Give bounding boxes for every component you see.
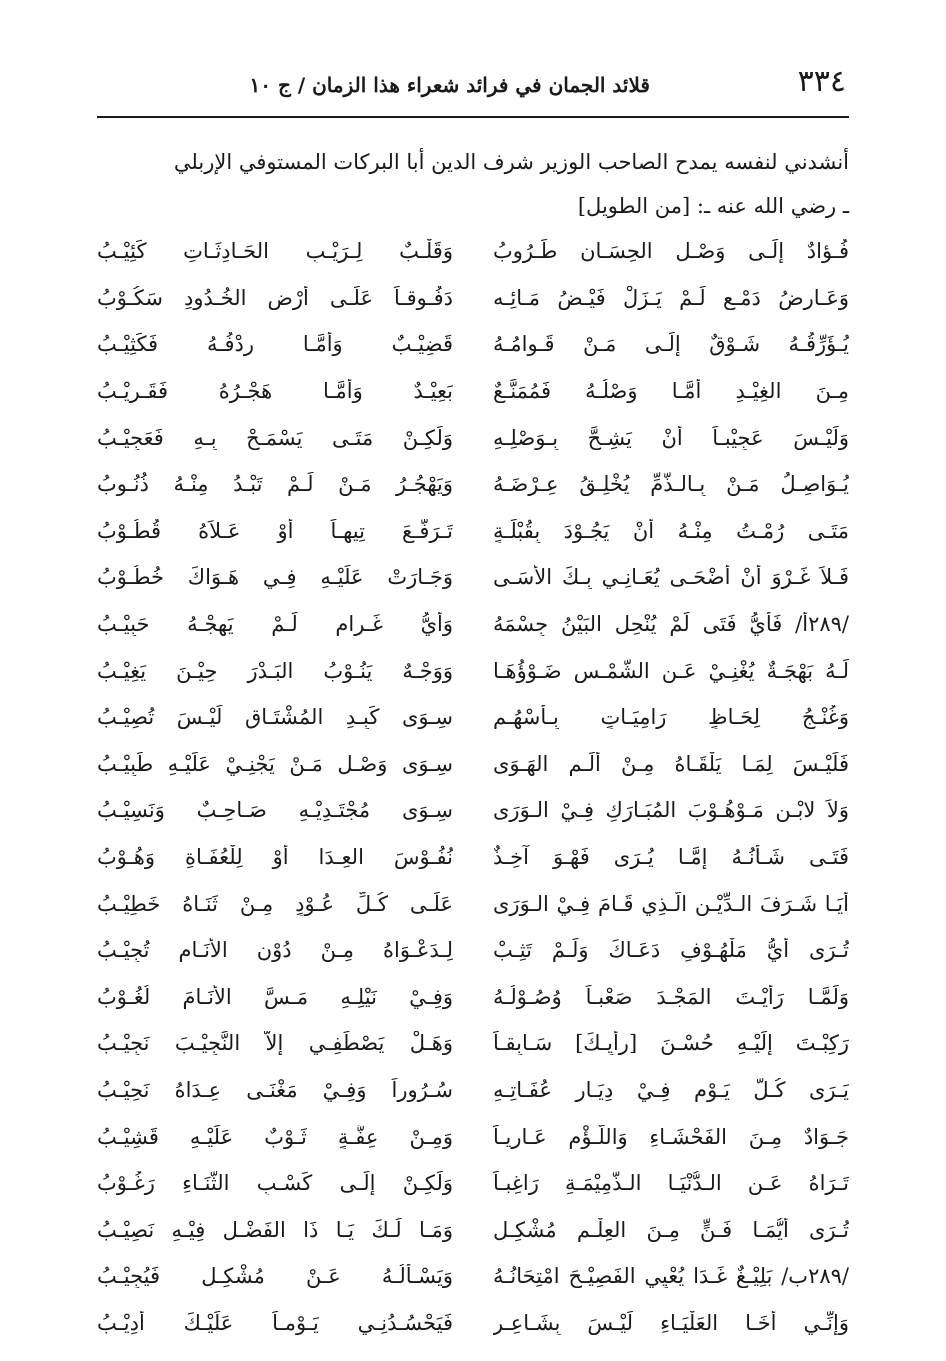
first-hemistich: /٢٨٩أ/ فَأيُّ فَتَى لَمْ يُنْحِلِ البَيْنُ جِسْمَهُ	[493, 612, 849, 637]
second-hemistich: وَوَجْـهٌ يَنُـوْبُ البَـدْرَ حِيْـنَ يَغِيْـبُ	[97, 658, 453, 683]
verse	[97, 880, 849, 927]
first-hemistich: تَـرَاهُ عَـنِ الـدُّنْيَـا الـذَّمِيْمَـةِ رَاغِبـاً	[493, 1171, 849, 1196]
running-title: قلائد الجمان في فرائد شعراء هذا الزمان / ج ١٠	[249, 73, 650, 97]
verse	[97, 787, 849, 834]
second-hemistich: سِـوَى وَصْـلِ مَـنْ يَجْنِـيْ عَلَيْـهِ طَبِيْـبُ	[97, 751, 453, 776]
poem	[97, 228, 849, 1346]
verse	[97, 275, 849, 322]
verse	[97, 414, 849, 461]
intro-paragraph	[97, 140, 849, 228]
verse	[97, 1300, 849, 1347]
first-hemistich: رَكِبْـتَ إلَيْـهِ حُسْـنَ [رأيِـكَ] سَـابِقـاً	[493, 1031, 849, 1056]
first-hemistich: يَـرَى كُـلَّ يَـوْمٍ فِـيْ دِيَـارِ عُفَـاتِـهِ	[493, 1077, 849, 1102]
intro-line: ـ رضي الله عنه ـ: [من الطويل]	[577, 194, 849, 218]
second-hemistich: وَمَـا لَـكَ يَـا ذَا الفَضْـلِ فِيْـهِ نَصِيْـبُ	[97, 1217, 453, 1242]
first-hemistich: وَلَمَّـا رَأيْـتَ المَجْـدَ صَعْبـاً وُصُـوْلُـهُ	[493, 984, 849, 1009]
first-hemistich: فَلَيْـسَ لِمَـا يَلْقَـاهُ مِـنْ أَلَـمِ الهَـوَى	[493, 751, 849, 776]
second-hemistich: دَفُـوقـاً عَلَـى أَرْضِ الخُـدُودِ سَكُـوْبُ	[97, 285, 453, 310]
second-hemistich: تَـرَفَّـعَ تِيهـاً أوْ عَـلاَهُ قُطُـوْبُ	[97, 518, 453, 543]
verse	[97, 741, 849, 788]
verse	[97, 1160, 849, 1207]
first-hemistich: يُـوَاصِـلُ مَـنْ بِـالـذَّمِّ يُخْلِـقُ عِـرْضَـهُ	[493, 472, 849, 497]
first-hemistich: وَلَيْـسَ عَجِيْبـاً أنْ يَشِـحَّ بِـوَصْلِـهِ	[493, 425, 849, 450]
second-hemistich: وَلَكِـنْ مَتَـى يَسْمَـحْ بِـهِ فَعَجِيْـبُ	[97, 425, 453, 450]
second-hemistich: عَلَـى كُـلِّ عُـوْدٍ مِـنْ ثَنَـاهُ خَطِيْـبُ	[97, 891, 453, 916]
first-hemistich: /٢٨٩ب/ بَلِيْـغٌ غَـدَا يُعْيِي الفَصِيْـحَ امْتِحَانُـهُ	[493, 1264, 849, 1289]
second-hemistich: نُفُـوْسَ العِـدَا أوْ لِلْعُفَـاةِ وَهُـوْبُ	[97, 845, 453, 870]
verse	[97, 974, 849, 1021]
verse	[97, 601, 849, 648]
second-hemistich: وَيَهْجُـرُ مَـنْ لَـمْ تَبْـدُ مِنْـهُ ذُنُـوبُ	[97, 472, 453, 497]
first-hemistich: أيَـا شَـرَفَ الـدِّيْـنِ الَّـذِي قَـامَ فِـيْ الـوَرَى	[493, 891, 849, 916]
first-hemistich: وَعَـارِضُ دَمْـعٍ لَـمْ يَـزَلْ فَيْـضُ مَـائِـه	[493, 285, 849, 310]
first-hemistich: فَتَـى شَـأنُـهُ إمَّـا يُـرَى فَهْـوَ آخِـذٌ	[493, 845, 849, 870]
second-hemistich: وَأيُّ غَـرامٍ لَـمْ يَهِجْـهُ حَبِيْـبُ	[97, 612, 453, 637]
first-hemistich: وَإنِّـي أخَـا العَلْيَـاءِ لَيْـسَ بِشَـاعِـرٍ	[493, 1310, 849, 1335]
verse	[97, 321, 849, 368]
verse	[97, 368, 849, 415]
second-hemistich: سِـوَى كَبِـدِ المُشْتَـاقِ لَيْـسَ تُصِيْـبُ	[97, 705, 453, 730]
verse	[97, 1113, 849, 1160]
second-hemistich: قَضِيْـبٌ وَأَمَّـا رِدْفُـهُ فَكَثِيْـبُ	[97, 332, 453, 357]
first-hemistich: مَتَـى رُمْـتُ مِنْـهُ أنْ يَجُـوْدَ بِقُبْلَـةٍ	[493, 518, 849, 543]
first-hemistich: وَغُنْـجُ لِحَـاظٍ رَامِيَـاتٍ بِـأسْهُـمٍ	[493, 705, 849, 730]
first-hemistich: يُـؤَرِّقُـهُ شَـوْقٌ إلَـى مَـنْ قَـوامُـهُ	[493, 332, 849, 357]
verse	[97, 1067, 849, 1114]
first-hemistich: مِـنَ الغِيْـدِ أمَّـا وَصْلُـهُ فَمُمَنَّـعٌ	[493, 379, 849, 404]
second-hemistich: وَيَسْـألُـهُ عَـنْ مُشْكِـلٍ فَيُجِيْـبُ	[97, 1264, 453, 1289]
first-hemistich: فُـؤادٌ إلَـى وَصْـلِ الحِسَـانِ طَـرُوبُ	[493, 239, 849, 264]
second-hemistich: وَهَـلْ يَصْطَفِـي إلاَّ النَّجِيْـبَ نَجِيْـبُ	[97, 1031, 453, 1056]
second-hemistich: لِـدَعْـوَاهُ مِـنْ دُوْنِ الأنَـامِ تُجِيْـبُ	[97, 938, 453, 963]
verse	[97, 1020, 849, 1067]
second-hemistich: وَمِـنْ عِفَّـةٍ ثَـوْبٌ عَلَيْـهِ قَشِيْـبُ	[97, 1124, 453, 1149]
verse	[97, 554, 849, 601]
first-hemistich: تُـرَى أيُّ مَلْهُـوْفٍ دَعَـاكَ وَلَـمْ تَثِـبْ	[493, 938, 849, 963]
page-number: ٣٣٤	[797, 64, 846, 99]
first-hemistich: لَـهُ بَهْجَـةٌ يُغْنِـيْ عَـنِ الشَّمْـسِ ضَـوْؤُهَـا	[493, 658, 849, 683]
header-rule	[97, 116, 849, 118]
verse	[97, 694, 849, 741]
verse	[97, 927, 849, 974]
second-hemistich: سُـرُوراً وَفِـيْ مَغْنَـى عِـدَاهُ نَحِيْـبُ	[97, 1077, 453, 1102]
intro-line: أنشدني لنفسه يمدح الصاحب الوزير شرف الدين أبا البركات المستوفي الإربلي	[173, 150, 849, 174]
second-hemistich: سِـوَى مُجْتَـدِيْـهِ صَـاحِـبٌ وَنَسِيْـبُ	[97, 798, 453, 823]
verse	[97, 834, 849, 881]
verse	[97, 647, 849, 694]
second-hemistich: وَقَلْـبٌ لِـرَيْـبِ الحَـادِثَـاتِ كَئِيْـبُ	[97, 239, 453, 264]
verse	[97, 228, 849, 275]
verse	[97, 508, 849, 555]
first-hemistich: فَـلاَ غَـرْوَ أنْ أضْحَـى يُعَـانِـي بِـكَ الأَسَـى	[493, 565, 849, 590]
verse	[97, 1253, 849, 1300]
first-hemistich: تُـرَى أيُّمَـا فَـنٍّ مِـنَ العِلْـمِ مُشْكِـلٍ	[493, 1217, 849, 1242]
second-hemistich: وَجَـارَتْ عَلَيْـهِ فِـي هَـوَاكَ خُطُـوْبُ	[97, 565, 453, 590]
second-hemistich: فَيَحْسُـدُنِـي يَـوْمـاً عَلَيْـكَ أدِيْـبُ	[97, 1310, 453, 1335]
verse	[97, 461, 849, 508]
second-hemistich: بَعِيْـدٌ وَأمَّـا هَجْـرُهُ فَقَـرِيْـبُ	[97, 379, 453, 404]
first-hemistich: جَـوَادٌ مِـنَ الفَحْشَـاءِ وَاللُّـؤْمِ عَـارِيـاً	[493, 1124, 849, 1149]
verse	[97, 1206, 849, 1253]
second-hemistich: وَفِـيْ نَيْلِـهِ مَـسَّ الأنَـامَ لُغُـوْبُ	[97, 984, 453, 1009]
second-hemistich: وَلَكِـنْ إلَـى كَسْـبِ الثَّنَـاءِ رَغُـوْبُ	[97, 1171, 453, 1196]
first-hemistich: وَلاَ لابْـنِ مَـوْهُـوْبَ المُبَـارَكِ فِـيْ الـوَرَى	[493, 798, 849, 823]
